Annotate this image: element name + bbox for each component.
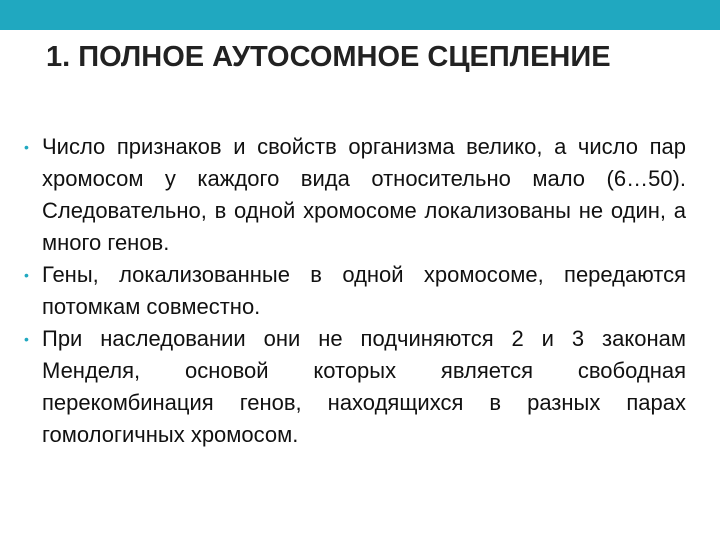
bullet-item-1 bbox=[24, 131, 686, 259]
slide-title: 1. ПОЛНОЕ АУТОСОМНОЕ СЦЕПЛЕНИЕ bbox=[46, 41, 611, 73]
bullet-text-2: Гены, локализованные в одной хромосоме, передаются потомкам совместно. bbox=[42, 262, 686, 319]
bullet-list bbox=[24, 131, 686, 451]
bullet-marker-icon: • bbox=[24, 267, 29, 283]
bullet-item-3 bbox=[24, 323, 686, 451]
bullet-item-2 bbox=[24, 259, 686, 323]
bullet-marker-icon: • bbox=[24, 331, 29, 347]
bullet-text-3: При наследовании они не подчиняются 2 и 3 законам Менделя, основой которых является свободная перекомбинация генов, находящихся в разных парах гомологичных хромосом. bbox=[42, 326, 686, 447]
bullet-marker-icon: • bbox=[24, 139, 29, 155]
bullet-text-1: Число признаков и свойств организма велико, а число пар хромосом у каждого вида относительно мало (6…50). Следовательно, в одной хромосоме локализованы не один, а много генов. bbox=[42, 134, 686, 255]
top-accent-bar bbox=[0, 0, 720, 30]
